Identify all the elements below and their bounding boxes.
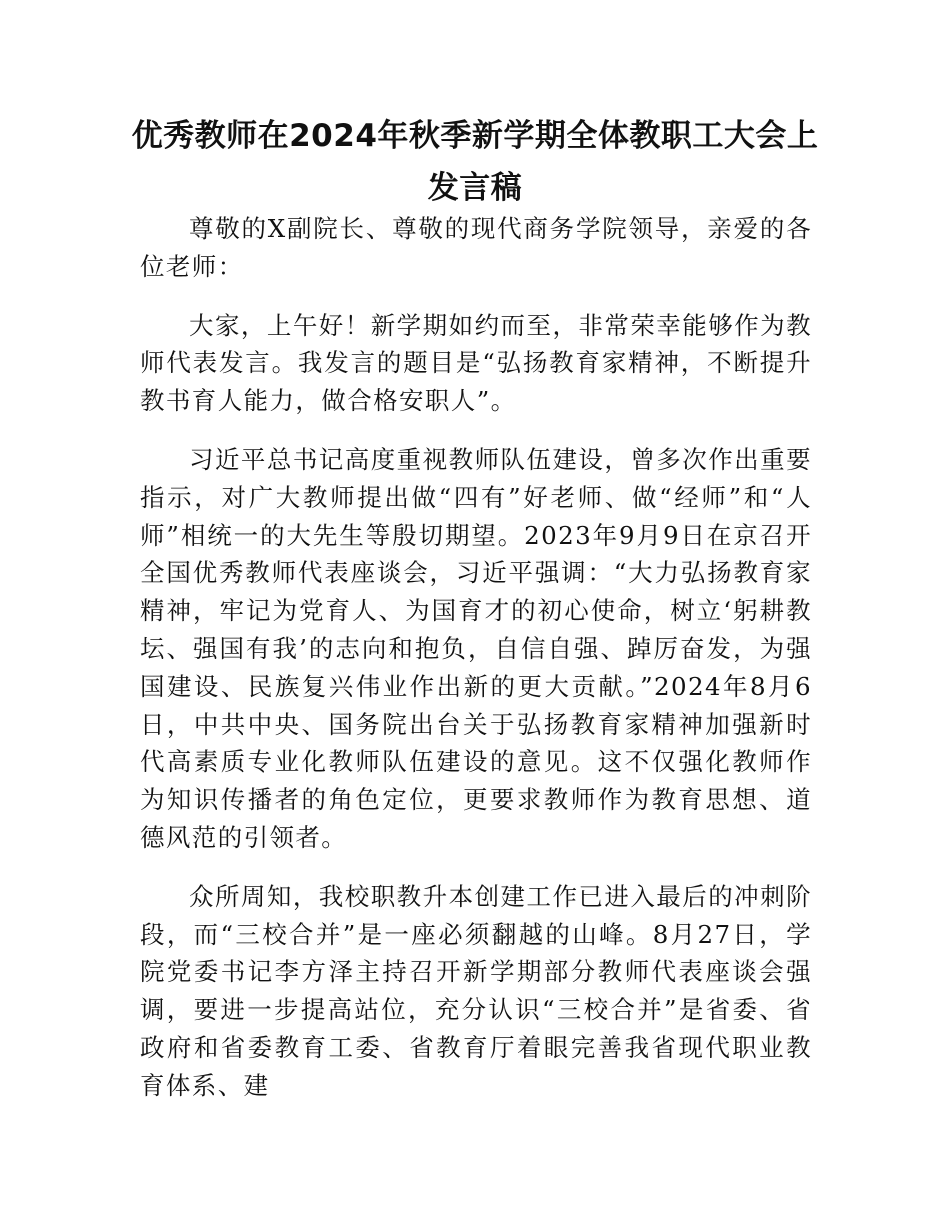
salutation-paragraph: 尊敬的X副院长、尊敬的现代商务学院领导，亲爱的各位老师： xyxy=(140,214,812,281)
document-body xyxy=(140,210,812,1126)
document-title: 优秀教师在2024年秋季新学期全体教职工大会上发言稿 xyxy=(131,118,819,206)
body-paragraph: 大家，上午好！新学期如约而至，非常荣幸能够作为教师代表发言。我发言的题目是“弘扬教育家精神，不断提升教书育人能力，做合格安职人”。 xyxy=(140,310,812,416)
body-paragraph: 习近平总书记高度重视教师队伍建设，曾多次作出重要指示，对广大教师提出做“四有”好老师、做“经师”和“人师”相统一的大先生等殷切期望。2023年9月9日在京召开全国优秀教师代表座谈会，习近平强调：“大力弘扬教育家精神，牢记为党育人、为国育才的初心使命，树立‘躬耕教坛、强国有我’的志向和抱负，自信自强、踔厉奋发，为强国建设、民族复兴伟业作出新的更大贡献。”2024年8月6日，中共中央、国务院出台关于弘扬教育家精神加强新时代高素质专业化教师队伍建设的意见。这不仅强化教师作为知识传播者的角色定位，更要求教师作为教育思想、道德风范的引领者。 xyxy=(140,444,812,852)
body-paragraph: 众所周知，我校职教升本创建工作已进入最后的冲刺阶段，而“三校合并”是一座必须翻越的山峰。8月27日，学院党委书记李方泽主持召开新学期部分教师代表座谈会强调，要进一步提高站位，充分认识“三校合并”是省委、省政府和省委教育工委、省教育厅着眼完善我省现代职业教育体系、建 xyxy=(140,881,812,1100)
